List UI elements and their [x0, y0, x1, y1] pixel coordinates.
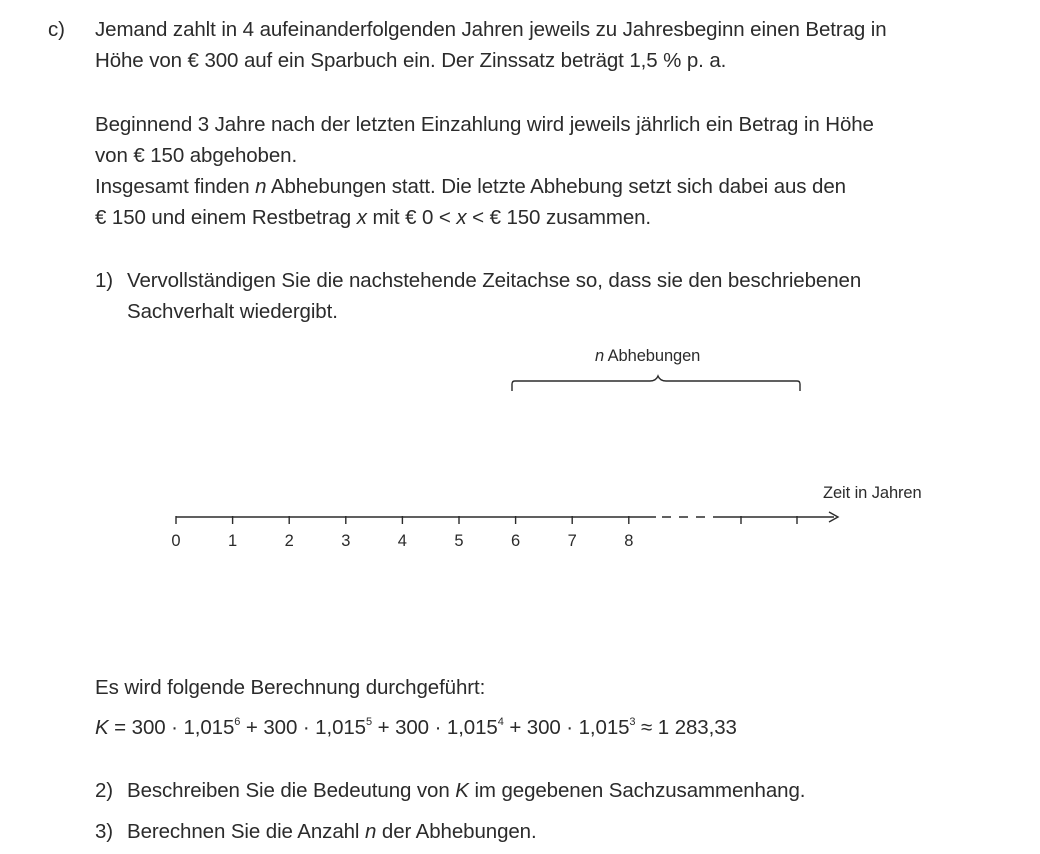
- intro-line-1: Jemand zahlt in 4 aufeinanderfolgenden Jahren jeweils zu Jahresbeginn einen Betrag in: [95, 18, 887, 41]
- axis-tick-label: 0: [171, 532, 181, 550]
- part-label: c): [48, 18, 65, 41]
- axis-label: Zeit in Jahren: [823, 484, 922, 502]
- axis-tick-label: 8: [624, 532, 634, 550]
- task1-line-2: Sachverhalt wiedergibt.: [127, 300, 338, 323]
- axis-tick-label: 4: [397, 532, 407, 550]
- paragraph2-line-4: € 150 und einem Restbetrag x mit € 0 < x < € 150 zusammen.: [95, 206, 652, 229]
- axis-tick-label: 3: [341, 532, 351, 550]
- variable-x: x: [456, 206, 467, 229]
- brace-label: n Abhebungen: [595, 347, 701, 365]
- axis-tick-label: 1: [228, 532, 238, 550]
- paragraph2-line-2: von € 150 abgehoben.: [95, 144, 298, 167]
- withdrawals-brace: [512, 376, 800, 391]
- axis-tick-label: 5: [454, 532, 464, 550]
- calc-intro: Es wird folgende Berechnung durchgeführt:: [95, 676, 486, 699]
- variable-n: n: [595, 347, 605, 365]
- task2-text: Beschreiben Sie die Bedeutung von K im gegebenen Sachzusammenhang.: [127, 779, 806, 802]
- task2-number: 2): [95, 779, 114, 802]
- calc-formula: $K = 300 \cdot 1,015^6 + 300 \cdot 1,015^5 + 300 \cdot 1,015^4 + 300 \cdot 1,015^3 \approx 1$ 283,33: [95, 716, 737, 739]
- variable-n: n: [255, 175, 267, 198]
- paragraph2-line-3: Insgesamt finden n Abhebungen statt. Die letzte Abhebung setzt sich dabei aus den: [95, 175, 846, 198]
- variable-n: n: [364, 820, 377, 843]
- paragraph2-line-1: Beginnend 3 Jahre nach der letzten Einzahlung wird jeweils jährlich ein Betrag in Höhe: [95, 113, 874, 136]
- task1-line-1: Vervollständigen Sie die nachstehende Zeitachse so, dass sie den beschriebenen: [127, 269, 862, 292]
- axis-tick-label: 6: [511, 532, 521, 550]
- axis-tick-label: 2: [284, 532, 294, 550]
- axis-tick-label: 7: [567, 532, 577, 550]
- task1-number: 1): [95, 269, 114, 292]
- task3-number: 3): [95, 820, 114, 843]
- intro-line-2: Höhe von € 300 auf ein Sparbuch ein. Der Zinssatz beträgt 1,5 % p. a.: [95, 49, 727, 72]
- variable-x: x: [356, 206, 367, 229]
- task3-text: Berechnen Sie die Anzahl n der Abhebungen.: [127, 820, 537, 843]
- variable-K: K: [95, 716, 109, 739]
- variable-K: K: [455, 779, 469, 802]
- axis-tick-labels: [171, 532, 633, 550]
